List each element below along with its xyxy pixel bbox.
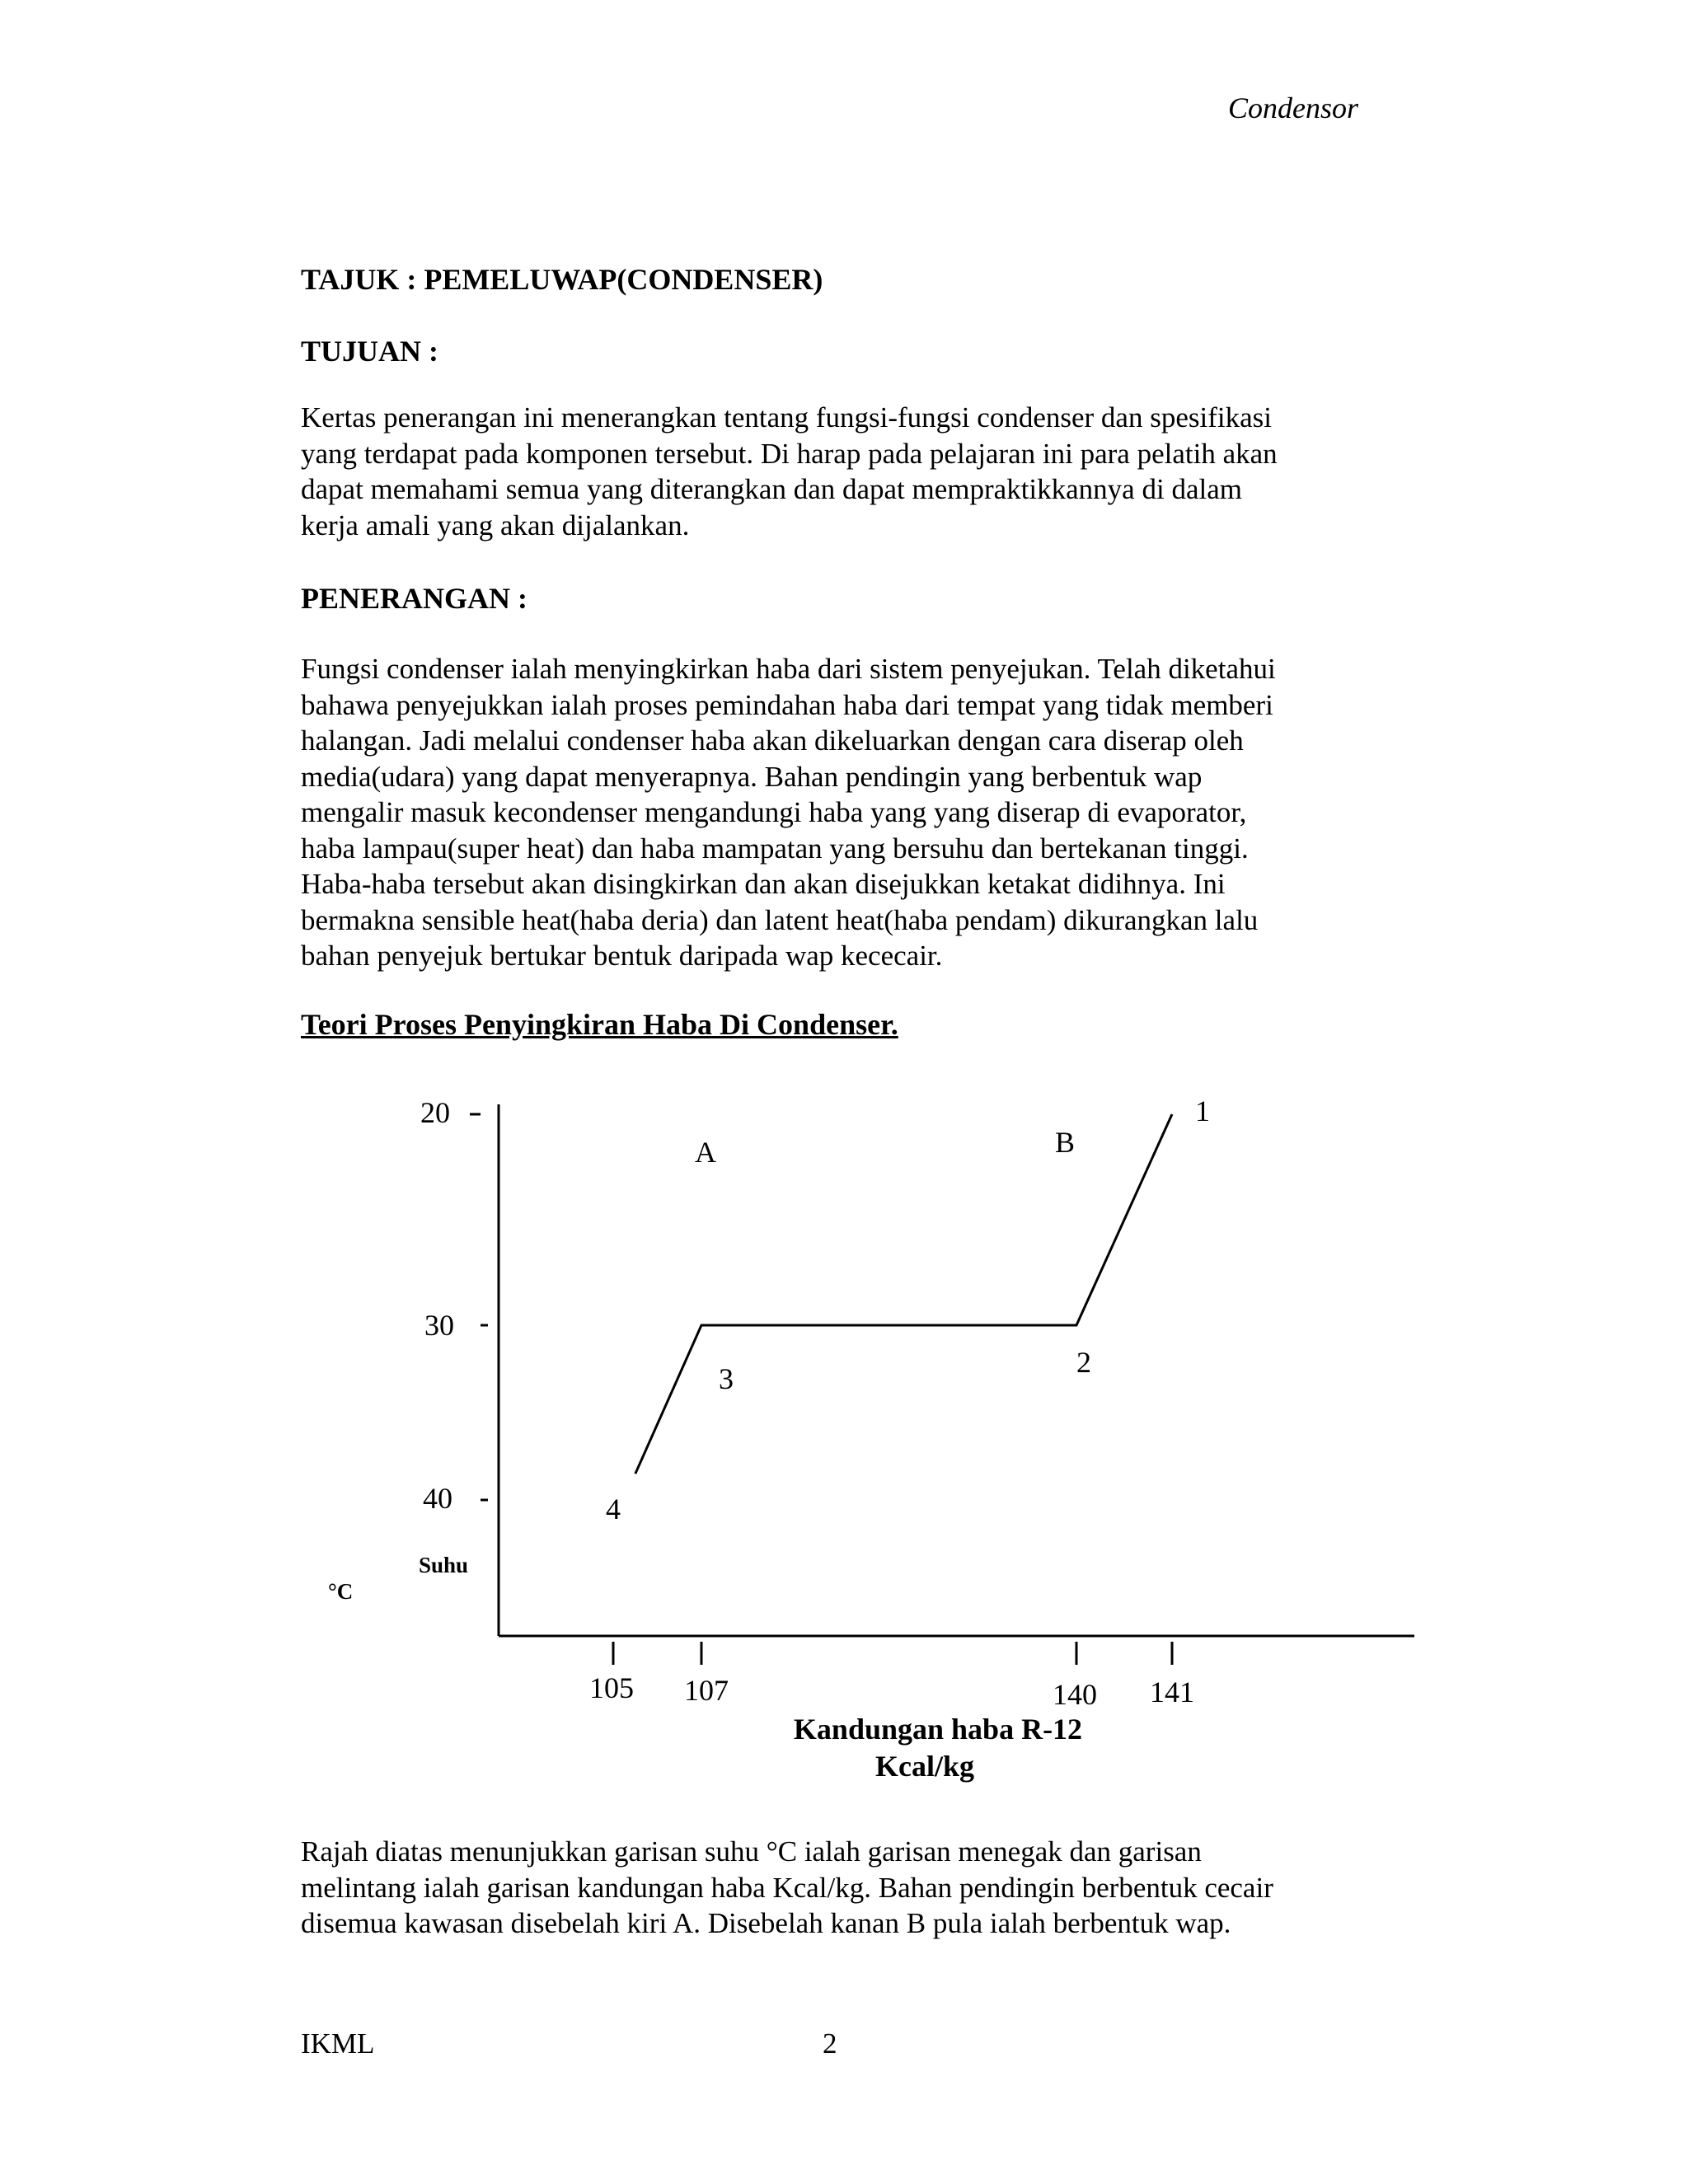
paragraph-line: Fungsi condenser ialah menyingkirkan haba dari sistem penyejukan. Telah diketahui — [301, 653, 1276, 685]
paragraph-line: dapat memahami semua yang diterangkan dan dapat mempraktikkannya di dalam — [301, 473, 1242, 505]
y-tick-label-30: 30 — [424, 1309, 454, 1342]
paragraph-line: yang terdapat pada komponen tersebut. Di harap pada pelajaran ini para pelatih akan — [301, 437, 1278, 470]
x-tick-label-107: 107 — [684, 1674, 729, 1707]
region-label-b: B — [1055, 1126, 1076, 1159]
tujuan-heading: TUJUAN : — [301, 335, 438, 368]
penerangan-heading: PENERANGAN : — [301, 582, 528, 615]
y-axis-label: Suhu — [419, 1553, 469, 1577]
y-axis-unit: °C — [328, 1579, 354, 1604]
region-label-a: A — [695, 1136, 716, 1169]
point-label-4: 4 — [606, 1493, 621, 1526]
paragraph-line: Haba-haba tersebut akan disingkirkan dan akan disejukkan ketakat didihnya. Ini — [301, 868, 1226, 900]
x-tick-label-140: 140 — [1053, 1678, 1097, 1711]
paragraph-line: bahan penyejuk bertukar bentuk daripada wap kececair. — [301, 940, 943, 972]
point-label-3: 3 — [719, 1362, 734, 1395]
running-header: Condensor — [1228, 91, 1359, 124]
page-number: 2 — [823, 2027, 837, 2060]
paragraph-line: halangan. Jadi melalui condenser haba akan dikeluarkan dengan cara diserap oleh — [301, 724, 1244, 757]
paragraph-line: haba lampau(super heat) dan haba mampatan yang bersuhu dan bertekanan tinggi. — [301, 832, 1249, 865]
x-tick-label-105: 105 — [589, 1671, 634, 1704]
x-axis-unit: Kcal/kg — [874, 1750, 975, 1783]
paragraph-line: bermakna sensible heat(haba deria) dan latent heat(haba pendam) dikurangkan lalu — [301, 903, 1259, 936]
paragraph-line: Rajah diatas menunjukkan garisan suhu °C ialah garisan menegak dan garisan — [301, 1835, 1202, 1868]
paragraph-line: melintang ialah garisan kandungan haba Kcal/kg. Bahan pendingin berbentuk cecair — [301, 1871, 1273, 1904]
y-tick-label-40: 20 — [420, 1096, 450, 1129]
paragraph-line: mengalir masuk kecondenser mengandungi haba yang yang diserap di evaporator, — [301, 796, 1247, 828]
paragraph-line: Kertas penerangan ini menerangkan tentang fungsi-fungsi condenser dan spesifikasi — [301, 401, 1272, 434]
paragraph-line: kerja amali yang akan dijalankan. — [301, 509, 690, 541]
footer-institution: IKML — [301, 2027, 375, 2060]
point-label-1: 1 — [1195, 1094, 1210, 1127]
paragraph-line: bahawa penyejukkan ialah proses pemindahan haba dari tempat yang tidak memberi — [301, 688, 1273, 721]
section-title: Teori Proses Penyingkiran Haba Di Condenser. — [301, 1008, 898, 1041]
document-title: TAJUK : PEMELUWAP(CONDENSER) — [301, 263, 823, 296]
paragraph-line: disemua kawasan disebelah kiri A. Disebelah kanan B pula ialah berbentuk wap. — [301, 1907, 1231, 1939]
x-tick-label-141: 141 — [1150, 1675, 1194, 1708]
y-tick-label-20: 40 — [423, 1482, 452, 1515]
x-axis-label: Kandungan haba R-12 — [793, 1713, 1083, 1746]
conclusion-paragraph — [301, 1834, 1438, 1942]
paragraph-line: media(udara) yang dapat menyerapnya. Bahan pendingin yang berbentuk wap — [301, 760, 1203, 793]
point-label-2: 2 — [1076, 1346, 1091, 1379]
